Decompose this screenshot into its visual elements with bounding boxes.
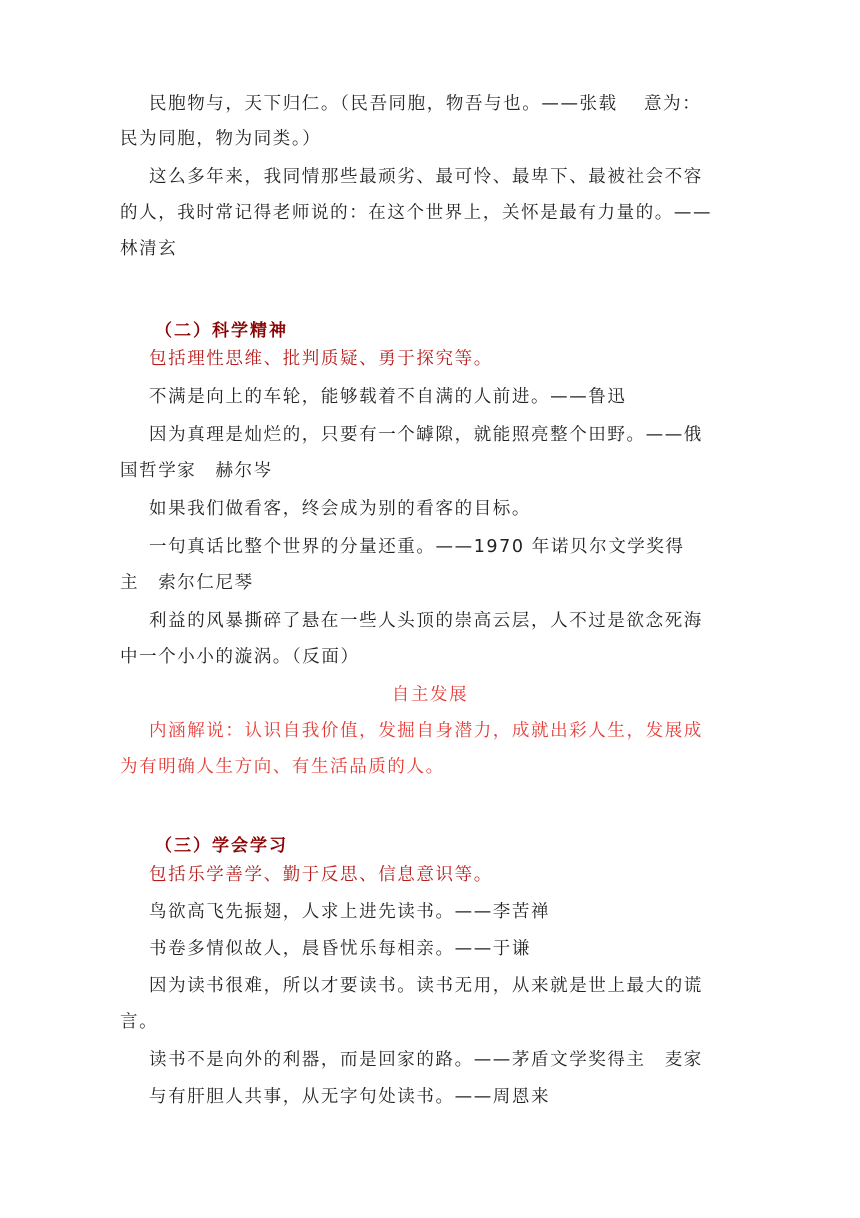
quote-linqingxuan-line2: 的人，我时常记得老师说的：在这个世界上，关怀是最有力量的。—— [120,203,713,223]
quote-linqingxuan-line3: 林清玄 [120,239,178,259]
quote-yuqian: 书卷多情似故人，晨昏忧乐每相亲。——于谦 [149,939,531,959]
autonomy-desc-line1: 内涵解说：认识自我价值，发掘自身潜力，成就出彩人生，发展成 [149,721,703,741]
quote-storm-line2: 中一个小小的漩涡。（反面） [120,647,360,667]
section-heading-science: （二）科学精神 [155,321,288,341]
quote-likuchan: 鸟欲高飞先振翅，人求上进先读书。——李苦禅 [149,902,551,922]
quote-zhouenlai: 与有肝胆人共事，从无字句处读书。——周恩来 [149,1087,551,1107]
section-desc-learning: 包括乐学善学、勤于反思、信息意识等。 [149,865,493,885]
quote-herzen-line2: 国哲学家 赫尔岑 [120,461,273,481]
quote-spectator: 如果我们做看客，终会成为别的看客的目标。 [149,499,531,519]
autonomy-title: 自主发展 [391,685,469,705]
section-heading-learning: （三）学会学习 [155,836,288,856]
quote-maijia: 读书不是向外的利器，而是回家的路。——茅盾文学奖得主 麦家 [149,1050,703,1070]
section-desc-science: 包括理性思维、批判质疑、勇于探究等。 [149,349,493,369]
quote-solzhenitsyn-line1: 一句真话比整个世界的分量还重。——1970 年诺贝尔文学奖得 [149,537,685,557]
quote-herzen-line1: 因为真理是灿烂的，只要有一个罅隙，就能照亮整个田野。——俄 [149,425,703,445]
quote-reading-line2: 言。 [120,1012,159,1032]
quote-zhangzai-line1: 民胞物与，天下归仁。（民吾同胞，物吾与也。——张载 意为： [149,94,702,114]
quote-solzhenitsyn-line2: 主 索尔仁尼琴 [120,573,254,593]
autonomy-desc-line2: 为有明确人生方向、有生活品质的人。 [120,757,445,777]
quote-storm-line1: 利益的风暴撕碎了悬在一些人头顶的崇高云层，人不过是欲念死海 [149,611,703,631]
quote-luxun: 不满是向上的车轮，能够载着不自满的人前进。——鲁迅 [149,387,627,407]
quote-reading-line1: 因为读书很难，所以才要读书。读书无用，从来就是世上最大的谎 [149,976,703,996]
quote-zhangzai-line2: 民为同胞，物为同类。） [120,129,322,149]
quote-linqingxuan-line1: 这么多年来，我同情那些最顽劣、最可怜、最卑下、最被社会不容 [149,167,703,187]
